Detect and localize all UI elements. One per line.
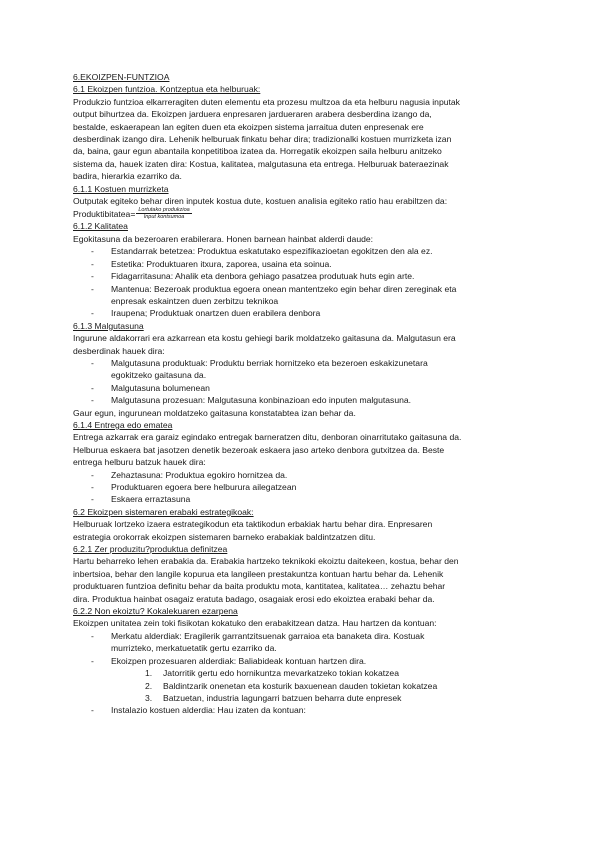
list-item-text: egokitzeko gaitasuna da. (111, 370, 207, 381)
item-text: Batzuetan, industria lagungarri batzuen beharra dute enpresek (163, 692, 402, 703)
paragraph-line: Gaur egun, ingurunean moldatzeko gaitasuna konstatabtea izan behar da. (73, 407, 356, 418)
section-heading-6-2-2: 6.2.2 Non ekoiztu? Kokalekuaren ezarpena (73, 606, 238, 617)
list-item-text: Ekoizpen prozesuaren alderdiak: Baliabideak kontuan hartzen dira. (111, 655, 367, 666)
list-item (73, 469, 535, 481)
paragraph-line: Ingurune aldakorrari era azkarrean eta kostu gehiegi barik moldatzeko gaitasuna da. Malgutasun era (73, 333, 456, 344)
section-heading-6-1: 6.1 Ekoizpen funtzioa. Kontzeptua eta helburuak: (73, 84, 261, 95)
numbered-item (73, 692, 535, 704)
section-heading-6-2: 6.2 Ekoizpen sistemaren erabaki estrategikoak: (73, 506, 254, 517)
paragraph-line: desberdinak hauek dira: (73, 345, 165, 356)
paragraph-line: Outputak egiteko behar diren inputek kostua dute, kostuen analisia egiteko ratio hau erabiltzen da: (73, 196, 448, 207)
list-item-text: Zehaztasuna: Produktua egokiro hornitzea da. (111, 469, 288, 480)
quality-list (73, 245, 535, 319)
list-item (73, 283, 535, 308)
item-number: 2. (145, 680, 153, 691)
item-number: 3. (145, 692, 153, 703)
paragraph-line: Helburuak lortzeko izaera estrategikodun eta taktikodun erbakiak hartu behar dira. Enpresaren (73, 519, 433, 530)
section-heading-6-2-1: 6.2.1 Zer produzitu?produktua definitzea (73, 544, 228, 555)
section-heading-6-1-4: 6.1.4 Entrega edo ematea (73, 419, 173, 430)
list-item (73, 493, 535, 505)
paragraph-line: badira, hierarkia ezarriko da. (73, 171, 182, 182)
document-page (73, 71, 535, 717)
paragraph-line: Entrega azkarrak era garaiz egindako entregak barneratzen ditu, denboran oinarritutako gaitasuna da. (73, 432, 462, 443)
numbered-item (73, 680, 535, 692)
section-heading-6-1-1: 6.1.1 Kostuen murrizketa (73, 183, 169, 194)
numbered-list (73, 667, 535, 704)
list-item (73, 258, 535, 270)
list-item (73, 245, 535, 257)
formula-denominator: Input kontsumoa (143, 214, 185, 221)
paragraph-line: Produkzio funtzioa elkarreragiten duten elementu eta prozesu multzoa da eta helburu nagusia inputak (73, 96, 460, 107)
section-heading-6-1-2: 6.1.2 Kalitatea (73, 221, 128, 232)
formula-fraction (136, 207, 191, 220)
paragraph-line: bestalde, eskaerapean lan egiten duen eta ekoizpen sistema jarraitua duten enpresenak ere (73, 121, 424, 132)
item-text: Baldintzarik onenetan eta kosturik baxuenean dauden tokietan kokatzea (163, 680, 438, 691)
paragraph-line: da, baina, gaur egun abantaila konpetitiboa izatea da. Horregatik ekoizpen saila helburu anitzeko (73, 146, 442, 157)
list-item-text: murrizteko, merkatuetatik gertu ezarriko da. (111, 643, 277, 654)
numbered-item (73, 667, 535, 679)
paragraph-line: Hartu beharreko lehen erabakia da. Erabakia hartzeko teknikoki ekoiztu daitekeen, kostua, behar den (73, 556, 459, 567)
paragraph-line: estrategia orokorrak ekoizpen sistemaren barneko erabakiak baldintzatzen ditu. (73, 531, 376, 542)
document-title: 6.EKOIZPEN-FUNTZIOA (73, 72, 170, 82)
list-item-text: enpresak eskaintzen duen zerbitzu teknikoa (111, 295, 279, 306)
paragraph-line: desberdinak izango dira. Lehenik helburuak finkatu behar dira; tradizionalki kostuen murrizketa izan (73, 134, 452, 145)
paragraph-line: Ekoizpen unitatea zein toki fisikotan kokatuko den erabakitzean datza. Hau hartzen da kontuan: (73, 618, 437, 629)
list-item-text: Eskaera erraztasuna (111, 494, 191, 505)
formula-numerator: Lortutako produkzioa (138, 207, 190, 214)
paragraph-line: dira. Produktua hainbat osagaiz eratuta badago, osagaiak erosi edo ekoiztea erabaki behar da. (73, 593, 435, 604)
section-6-1-body (73, 96, 535, 183)
list-item-text: Produktuaren egoera bere helburura ailegatzean (111, 482, 297, 492)
productivity-formula (73, 207, 535, 220)
list-item-text: Instalazio kostuen alderdia: Hau izaten da kontuan: (111, 705, 306, 716)
location-list (73, 630, 535, 667)
list-item (73, 704, 535, 716)
list-item-text: Iraupena; Produktuak onartzen duen erabilera denbora (111, 308, 321, 319)
location-list-continued (73, 704, 535, 716)
list-item-text: Estandarrak betetzea: Produktua eskatutako espezifikazioetan egokitzen den ala ez. (111, 246, 433, 257)
list-item (73, 481, 535, 493)
list-item-text: - Merkatu alderdiak: Eragilerik garrantzitsuenak garraioa eta banaketa dira. Kostuak (111, 630, 425, 641)
paragraph-line: inbertsioa, behar den langile kopurua eta langileen prestakuntza kontuan hartu behar da. Lehenik (73, 568, 444, 579)
section-heading-6-1-3: 6.1.3 Malgutasuna (73, 320, 144, 331)
paragraph-line: Helburua eskaera bat jasotzen denetik bezeroak eskaera jaso arteko denbora gutxitzea da. Beste (73, 444, 445, 455)
paragraph-line: entrega helburu batzuk hauek dira: (73, 457, 206, 468)
item-text: Jatorritik gertu edo hornikuntza mevarkatzeko tokian kokatzea (163, 668, 399, 679)
formula-label: Produktibitatea= (73, 208, 136, 219)
list-item (73, 630, 535, 655)
list-item (73, 270, 535, 282)
list-item-text: Malgutasuna bolumenean (111, 382, 210, 393)
paragraph-line: Egokitasuna da bezeroaren erabilerara. Honen barnean hainbat alderdi daude: (73, 233, 374, 244)
list-item (73, 307, 535, 319)
list-item (73, 655, 535, 667)
list-item-text: Fidagarritasuna: Ahalik eta denbora gehiago pasatzea produtuak huts egin arte. (111, 271, 415, 282)
list-item (73, 382, 535, 394)
list-item (73, 357, 535, 382)
flexibility-list (73, 357, 535, 407)
item-number: 1. (145, 668, 153, 679)
list-item-text: Estetika: Produktuaren itxura, zaporea, usaina eta soinua. (111, 258, 332, 269)
paragraph-line: sistema da, hauek izaten dira: Kostua, kalitatea, malgutasuna eta entrega. Helburuak bateraezinak (73, 158, 449, 169)
list-item-text: - Malgutasuna produktuak: Produktu berriak hornitzeko eta bezeroen eskakizunetara (111, 357, 428, 368)
paragraph-line: output bihurtzea da. Ekoizpen jarduera enpresaren jardueraren arabera desberdina izango da, (73, 109, 432, 120)
list-item-text: - Mantenua: Bezeroak produktua egoera onean mantentzeko egin behar diren zereginak eta (111, 283, 457, 294)
list-item (73, 394, 535, 406)
list-item-text: Malgutasuna prozesuan: Malgutasuna konbinazioan edo inputen malgutasuna. (111, 395, 412, 406)
delivery-list (73, 469, 535, 506)
paragraph-line: produktuaren funtzioa definitu behar da baita produktu mota, kantitatea, kalitatea… zehaztu behar (73, 581, 446, 592)
